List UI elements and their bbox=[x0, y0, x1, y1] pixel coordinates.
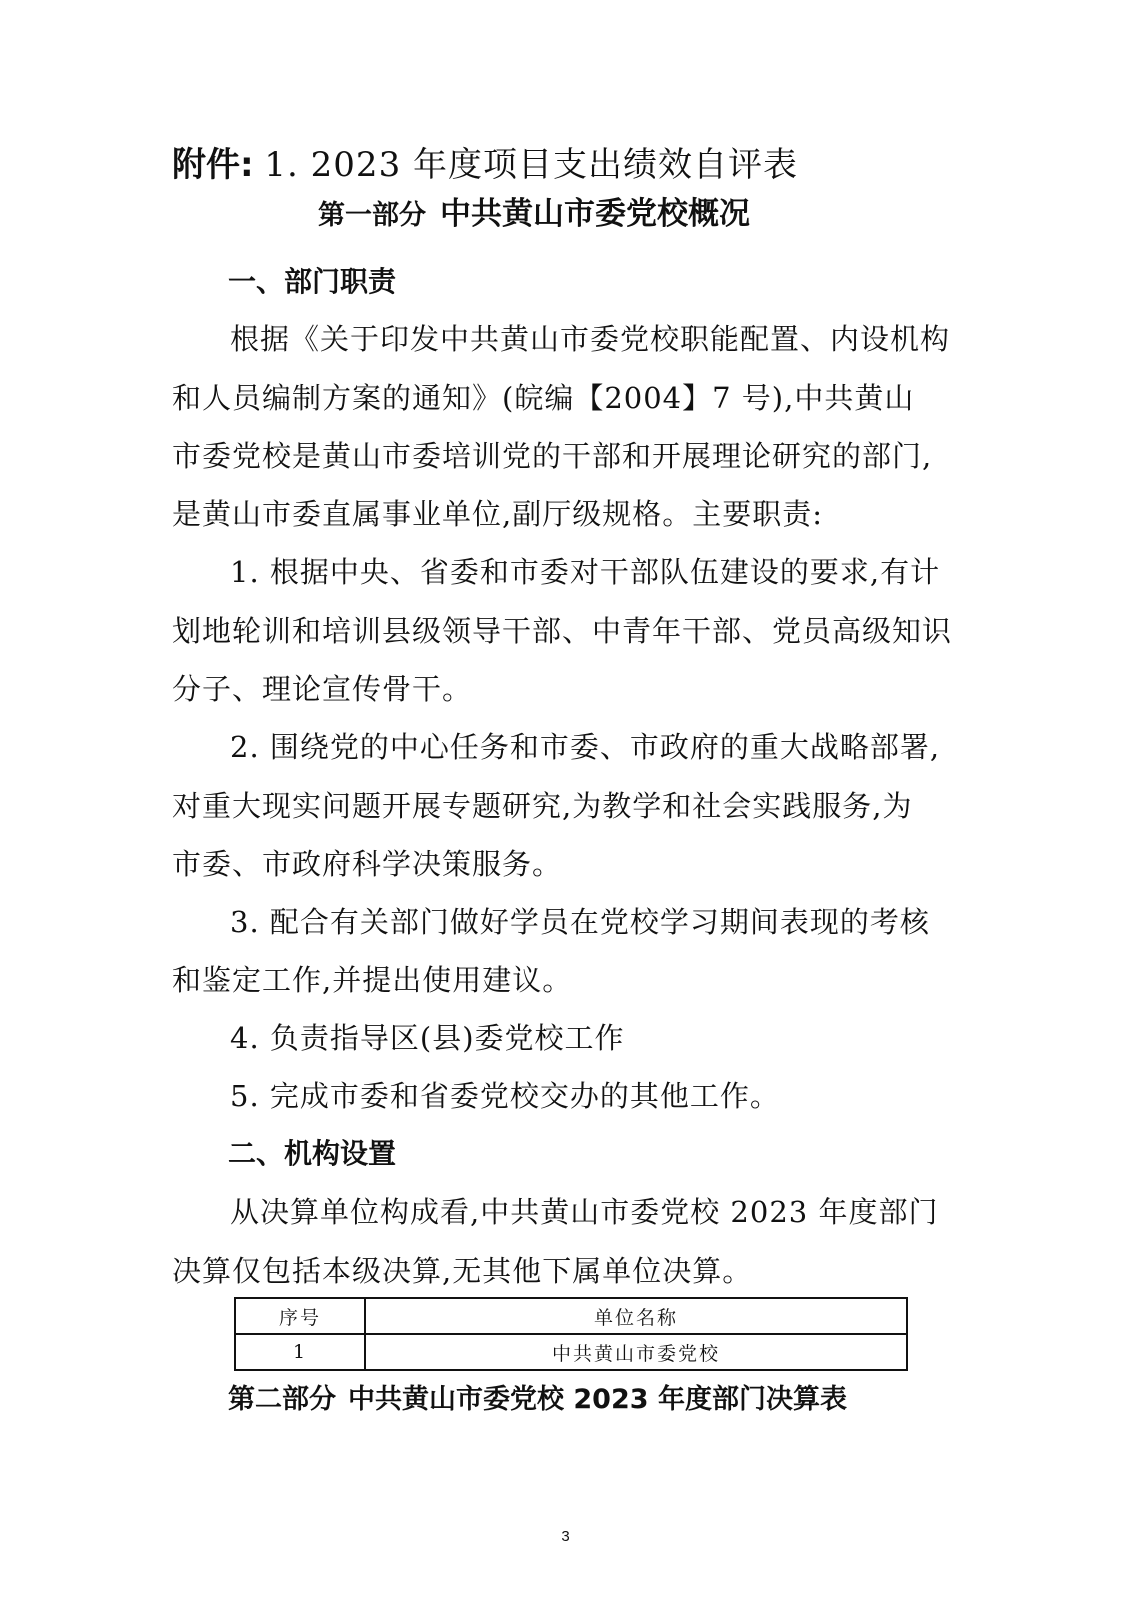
part2-heading bbox=[228, 1380, 847, 1420]
attachment-label: 附件: bbox=[172, 145, 254, 185]
table-header-row bbox=[235, 1298, 907, 1334]
duty-item-line: 和鉴定工作,并提出使用建议。 bbox=[172, 963, 573, 997]
duty-item-line: 分子、理论宣传骨干。 bbox=[172, 672, 473, 706]
part1-title: 中共黄山市委党校概况 bbox=[440, 196, 750, 232]
section2-line: 从决算单位构成看,中共黄山市委党校 2023 年度部门 bbox=[230, 1195, 939, 1229]
cell-unit-name: 中共黄山市委党校 bbox=[365, 1334, 907, 1370]
attachment-line bbox=[172, 143, 798, 187]
duty-item-line: 4. 负责指导区(县)委党校工作 bbox=[230, 1021, 625, 1055]
duty-item-line: 市委、市政府科学决策服务。 bbox=[172, 847, 563, 881]
header-seq: 序号 bbox=[235, 1298, 365, 1334]
section2-heading: 二、机构设置 bbox=[228, 1137, 397, 1170]
part1-prefix: 第一部分 bbox=[318, 200, 426, 231]
intro-line: 是黄山市委直属事业单位,副厅级规格。主要职责: bbox=[172, 497, 823, 531]
duty-item-line: 5. 完成市委和省委党校交办的其他工作。 bbox=[230, 1079, 780, 1113]
section1-heading: 一、部门职责 bbox=[228, 265, 397, 298]
attachment-text: 1. 2023 年度项目支出绩效自评表 bbox=[264, 145, 799, 185]
part1-heading bbox=[318, 188, 750, 233]
part2-prefix: 第二部分 bbox=[228, 1384, 336, 1415]
table-row bbox=[235, 1334, 907, 1370]
header-unit-name: 单位名称 bbox=[365, 1298, 907, 1334]
intro-line: 根据《关于印发中共黄山市委党校职能配置、内设机构 bbox=[230, 322, 951, 356]
intro-line: 和人员编制方案的通知》(皖编【2004】7 号),中共黄山 bbox=[172, 381, 915, 415]
duty-item-line: 划地轮训和培训县级领导干部、中青年干部、党员高级知识 bbox=[172, 614, 953, 648]
section2-line: 决算仅包括本级决算,无其他下属单位决算。 bbox=[172, 1254, 753, 1288]
duty-item-line: 3. 配合有关部门做好学员在党校学习期间表现的考核 bbox=[230, 905, 930, 939]
duty-item-line: 2. 围绕党的中心任务和市委、市政府的重大战略部署, bbox=[230, 730, 941, 764]
intro-line: 市委党校是黄山市委培训党的干部和开展理论研究的部门, bbox=[172, 439, 933, 473]
duty-item-line: 对重大现实问题开展专题研究,为教学和社会实践服务,为 bbox=[172, 789, 913, 823]
duty-item-line: 1. 根据中央、省委和市委对干部队伍建设的要求,有计 bbox=[230, 555, 941, 589]
cell-seq: 1 bbox=[235, 1334, 365, 1370]
page-number: 3 bbox=[561, 1528, 570, 1545]
part2-title: 中共黄山市委党校 2023 年度部门决算表 bbox=[348, 1384, 847, 1415]
units-table bbox=[234, 1297, 908, 1371]
